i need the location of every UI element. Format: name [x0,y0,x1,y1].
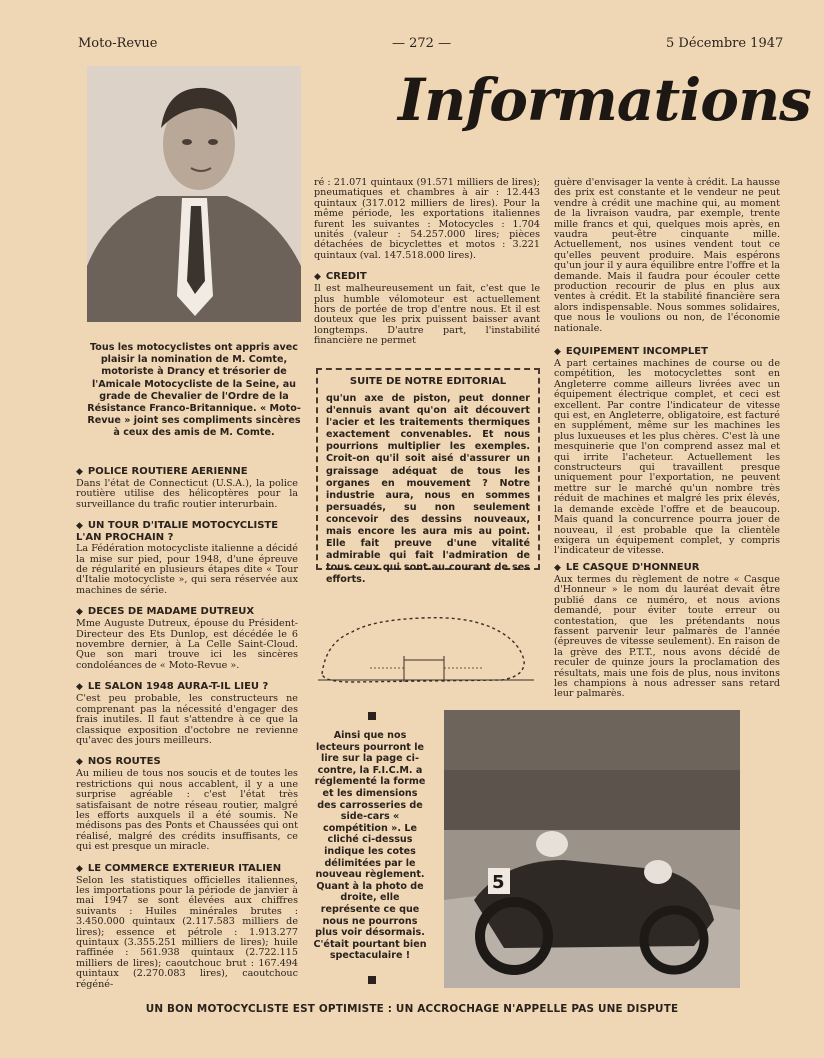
page-number: — 272 — [392,36,452,51]
article-tour-italie [76,520,298,596]
race-number: 5 [492,872,505,893]
editorial-title: SUITE DE NOTRE EDITORIAL [349,376,507,387]
column-3-top [554,178,780,334]
article-equipement [554,346,780,557]
diamond-icon: ◆ [76,607,83,618]
article-heading: LE CASQUE D'HONNEUR [565,562,700,573]
article-credit [314,271,540,346]
article-body: Il est malheureusement un fait, c'est que le plus humble vélomoteur est actuellement hors de portée de trop d'entre nous. Et il est douteux que les prix puissent baisser avant longtemps. D'autre part, l'instabilité financière ne permet [314,283,540,347]
column-2-top [314,178,540,347]
commerce-continued: ré : 21.071 quintaux (91.571 milliers de lires); pneumatiques et chambres à air : 12.443 quintaux (317.012 milliers de lires). Pour la même période, les exportations italiennes furent les suivantes : Motocycles : 1.704 unités (valeur : 54.257.000 lires; pièces détachées de bicyclettes et motos : 3.221 quintaux (val. 147.518.000 lires). [314,177,540,261]
article-nos-routes [76,756,298,852]
race-photo [444,710,740,988]
article-heading: EQUIPEMENT INCOMPLET [565,346,708,357]
article-police-routiere [76,466,298,510]
diamond-icon: ◆ [76,682,83,693]
article-body: Dans l'état de Connecticut (U.S.A.), la police routière utilise des hélicoptères pour la surveillance du trafic routier interurbain. [76,478,298,510]
diamond-icon: ◆ [76,521,83,532]
diamond-icon: ◆ [554,347,561,357]
article-casque [554,562,780,700]
portrait-photo [87,66,301,322]
sidecar-dimensions-diagram [312,596,540,696]
square-marker [368,712,376,720]
article-heading: NOS ROUTES [87,756,161,768]
portrait-caption: Tous les motocyclistes ont appris avec plaisir la nomination de M. Comte, motoriste à Drancy et trésorier de l'Amicale Motocycliste de la Seine, au grade de Chevalier de l'Ordre de la Résistance Franco-Britannique. « Moto-Revue » joint ses compliments sincères à ceux des amis de M. Comte. [87,342,301,439]
article-body: Aux termes du règlement de notre « Casque d'Honneur » le nom du lauréat devait être publié dans ce numéro, et nous avions demandé, pour éviter toute erreur ou contestation, que les prétendants nous fassent parvenir leur palmarès de l'année (épreuves de vitesse seulement). En raison de la grève des P.T.T., nous avons décidé de reculer de quinze jours la proclamation des résultats, mais une fois de plus, nous invitons les champions à nous adresser sans retard leur palmarès. [554,574,780,700]
article-body: Mme Auguste Dutreux, épouse du Président-Directeur des Ets Dunlop, est décédée le 6 novembre dernier, à La Celle Saint-Cloud. Que son mari trouve ici les sincères condoléances de « Moto-Revue ». [76,618,298,671]
footer-slogan: UN BON MOTOCYCLISTE EST OPTIMISTE : UN ACCROCHAGE N'APPELLE PAS UNE DISPUTE [145,1003,679,1015]
race-photo-image [444,710,740,988]
article-heading: LE COMMERCE EXTERIEUR ITALIEN [87,862,282,874]
article-heading: CREDIT [325,271,367,283]
article-body: Au milieu de tous nos soucis et de toutes les restrictions qui nous accablent, il y a une surprise agréable : c'est l'état très satisfaisant de notre réseau routier, malgré les efforts auxquels il a été soumis. Ne médisons pas des Ponts et Chaussées qui ont réalisé, malgré des crédits insuffisants, ce qui est presque un miracle. [76,768,298,853]
diamond-icon: ◆ [554,563,561,573]
credit-continued: guère d'envisager la vente à crédit. La hausse des prix est constante et le vendeur ne peut vendre à crédit une machine qui, au moment de la livraison vaudra, par exemple, trente mille francs et qui, quelques mois après, en vaudra peut-être cinquante mille. Actuellement, nos usines vendent tout ce qu'elles peuvent produire. Mais espérons qu'un jour il y aura équilibre entre l'offre et la demande. Mais il faudra pour écouler cette production recourir de plus en plus aux ventes à crédit. Et la stabilité financière sera alors indispensable. Nous sommes solidaires, que nous le voulions ou non, de l'économie nationale. [554,177,780,334]
article-salon [76,681,298,746]
page-title: Informations [398,66,811,134]
diamond-icon: ◆ [314,272,321,283]
magazine-name: Moto-Revue [78,36,158,51]
article-body: C'est peu probable, les constructeurs ne comprenant pas la nécessité d'engager des frais inutiles. Il faut s'attendre à ce que la classique exposition d'octobre ne revienne qu'avec des jours meilleurs. [76,693,298,746]
article-body: Selon les statistiques officielles italiennes, les importations pour la période de janvier à mai 1947 se sont élevées aux chiffres suivants : Huiles minérales brutes : 3.450.000 quintaux (2.117.583 milliers de lires); essence et pétrole : 1.913.277 quintaux (3.355.251 milliers de lires); huile raffinée : 561.938 quintaux (2.722.115 milliers de lires); caoutchouc brut : 167.494 quintaux (2.270.083 lires), caoutchouc régéné- [76,874,298,990]
article-heading: DECES DE MADAME DUTREUX [87,606,255,618]
article-body: La Fédération motocycliste italienne a décidé la mise sur pied, pour 1948, d'une épreuve de régularité en plusieurs étapes dite « Tour d'Italie motocycliste », qui sera réservée aux machines de série. [76,543,298,596]
column-1 [76,466,298,990]
diamond-icon: ◆ [76,467,83,477]
diamond-icon: ◆ [76,863,83,874]
diamond-icon: ◆ [76,757,83,768]
article-deces [76,606,298,671]
square-marker [368,976,376,984]
sidebar-note: Ainsi que nos lecteurs pourront le lire sur la page ci-contre, la F.I.C.M. a réglementé la forme et les dimensions des carrosseries de side-cars « compétition ». Le cliché ci-dessus indique les cotes délimitées par le nouveau règlement. Quant à la photo de droite, elle représente ce que nous ne pourrons plus voir désormais. C'était pourtant bien spectaculaire ! [313,730,427,962]
portrait-image [87,66,301,322]
article-body: A part certaines machines de course ou de compétition, les motocyclettes sont en Angleterre comme ailleurs livrées avec un équipement électrique complet, et ceci est excellent. Par contre l'indicateur de vitesse qui est, en Angleterre, obligatoire, est facturé en supplément, même sur les machines les plus luxueuses et les plus chères. C'est là une mesquinerie que l'on comprend assez mal et qui irrite l'acheteur. Actuellement les constructeurs qui travaillent presque uniquement pour l'exportation, ne peuvent mettre sur le marché qu'un nombre très réduit de machines et malgré les prix élevés, la demande excède l'offre et de beaucoup. Mais quand la concurrence pourra jouer de nouveau, il est probable que la clientèle exigera un équipement complet, y compris l'indicateur de vitesse. [554,358,780,557]
editorial-box [316,368,540,586]
article-heading: POLICE ROUTIERE AERIENNE [87,466,248,477]
article-heading: LE SALON 1948 AURA-T-IL LIEU ? [87,681,269,693]
article-commerce [76,863,298,990]
article-heading: UN TOUR D'ITALIE MOTOCYCLISTE L'AN PROCHAIN ? [76,520,279,544]
issue-date: 5 Décembre 1947 [666,36,784,51]
editorial-body: qu'un axe de piston, peut donner d'ennuis avant qu'on ait découvert l'acier et les traitements thermiques exactement convenables. Et nous pourrions multiplier les exemples. Croit-on qu'il soit aisé d'assurer un graissage adéquat de tous les organes en mouvement ? Notre industrie aura, nous en sommes persuadés, su non seulement concevoir des dessins nouveaux, mais encore les aura mis au point. Elle fait preuve d'une vitalité admirable qui fait l'admiration de tous ceux qui sont au courant de ses efforts. [326,393,530,586]
